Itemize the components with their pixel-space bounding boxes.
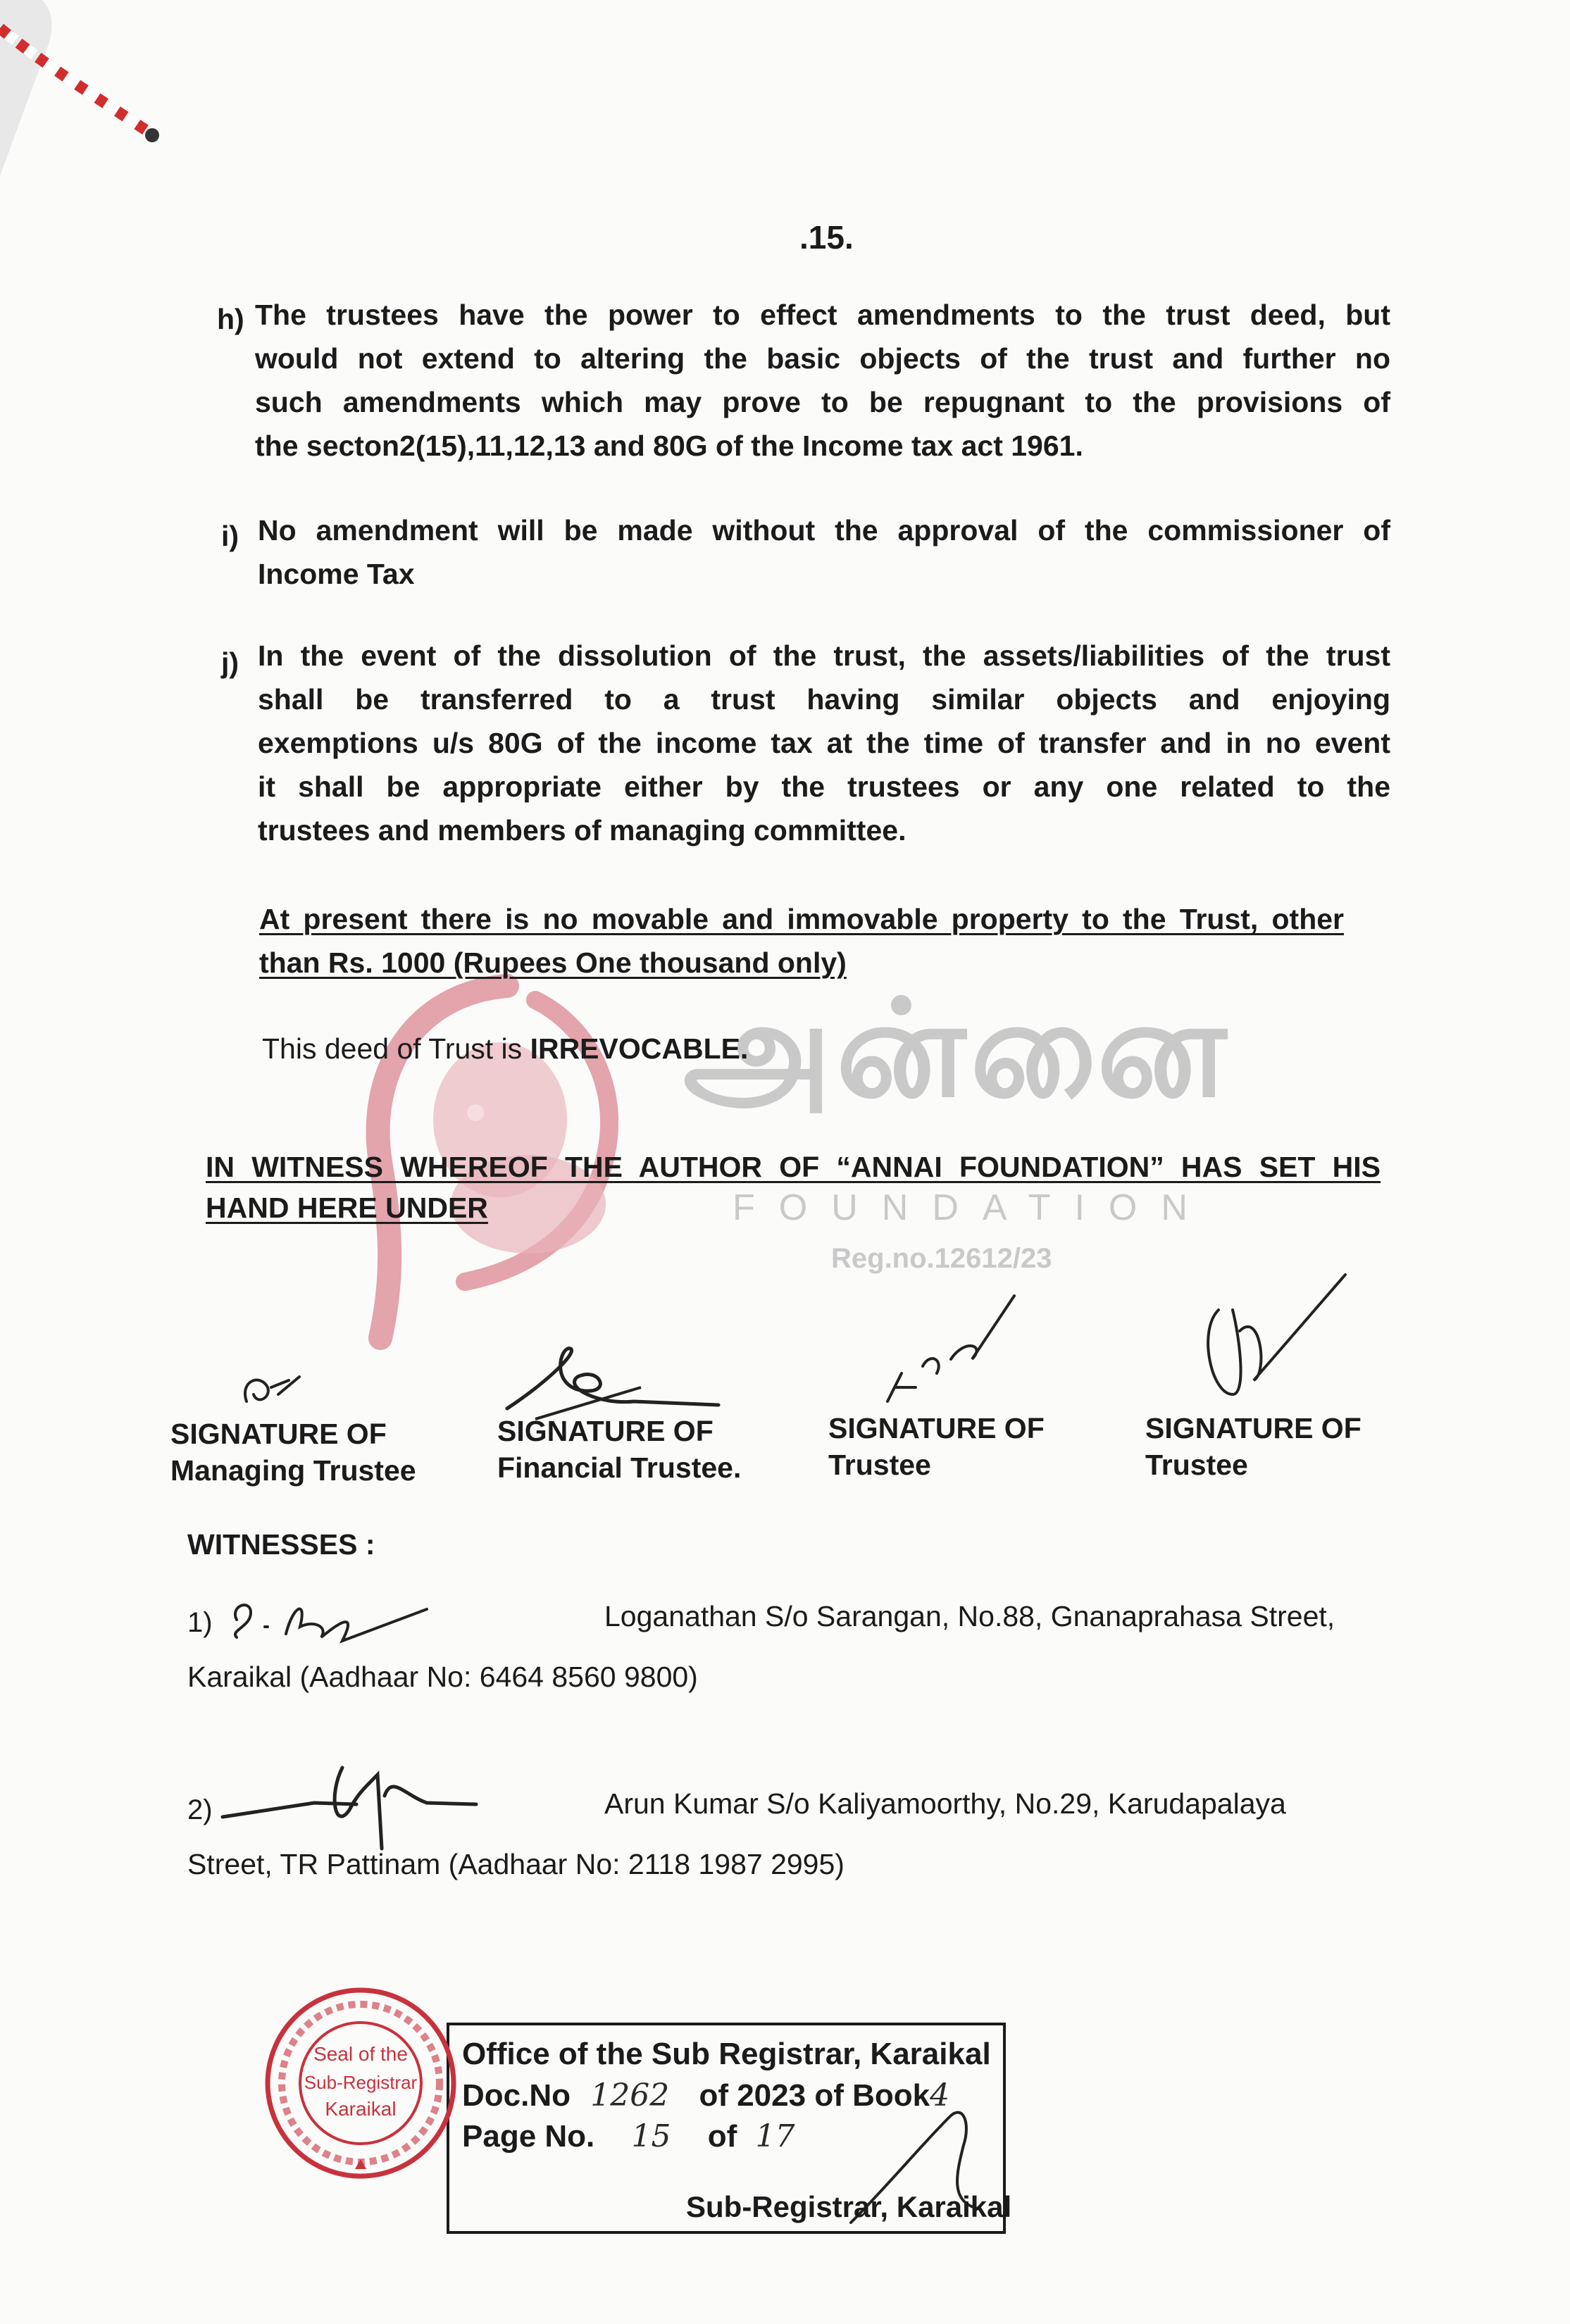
clause-line: the secton2(15),11,12,13 and 80G of the Income tax act 1961. (255, 430, 1083, 462)
registry-doc-number: 1262 (590, 2078, 670, 2113)
witness-clause (206, 1147, 1381, 1228)
signature-label-role: Trustee (1145, 1449, 1248, 1481)
clause-i-marker: i) (221, 520, 239, 552)
registry-page-of: of (707, 2119, 737, 2154)
clause-line: would not extend to altering the basic objects of the trust and further no (255, 342, 1390, 375)
registry-signatory: Sub-Registrar, Karaikal (686, 2190, 1012, 2223)
clause-h-marker: h) (217, 303, 244, 335)
clause-line: Income Tax (258, 558, 415, 590)
watermark-foundation-text: FOUNDATION (733, 1187, 1211, 1228)
binding-thread (0, 0, 183, 176)
trustee-signature-icon (1183, 1268, 1352, 1408)
registry-book-number: 4 (930, 2078, 950, 2113)
signature-financial-trustee (497, 1413, 741, 1486)
seal-text-line: Sub-Registrar (304, 2072, 418, 2093)
clause-line: exemptions u/s 80G of the income tax at the time of transfer and in no event (258, 727, 1390, 759)
property-note-line: than Rs. 1000 (Rupees One thousand only) (259, 947, 847, 979)
witness-2-signature-icon (216, 1725, 497, 1852)
signature-managing-trustee (170, 1416, 416, 1489)
watermark-tamil-name: அன்னை (683, 975, 1231, 1124)
witness-1-marker: 1) (187, 1607, 213, 1638)
signature-label-role: Trustee (828, 1449, 931, 1481)
witness-2-line1: Arun Kumar S/o Kaliyamoorthy, No.29, Karudapalaya (604, 1787, 1286, 1820)
signature-trustee-1 (828, 1410, 1045, 1483)
property-note (259, 897, 1344, 985)
clause-line: In the event of the dissolution of the trust, the assets/liabilities of the trust (258, 639, 1390, 672)
clause-line: such amendments which may prove to be repugnant to the provisions of (255, 386, 1390, 418)
clause-line: trustees and members of managing committee. (258, 814, 907, 846)
witness-clause-line: HAND HERE UNDER (206, 1192, 488, 1224)
registry-doc-label: Doc.No (462, 2078, 571, 2113)
managing-trustee-signature-icon (232, 1366, 324, 1416)
property-note-line: At present there is no movable and immovable property to the Trust, other (259, 903, 1344, 935)
registry-office: Office of the Sub Registrar, Karaikal (462, 2037, 991, 2071)
irrevocable-emphasis: IRREVOCABLE. (530, 1032, 749, 1065)
clause-line: it shall be appropriate either by the trustees or any one related to the (258, 770, 1390, 803)
page-number: .15. (799, 219, 854, 256)
watermark-reg-number: Reg.no.12612/23 (831, 1243, 1052, 1274)
signature-label-line: SIGNATURE OF (170, 1418, 387, 1450)
registry-page-label: Page No. (462, 2119, 595, 2154)
witness-1-line1: Loganathan S/o Sarangan, No.88, Gnanaprahasa Street, (604, 1600, 1335, 1632)
signature-label-line: SIGNATURE OF (497, 1415, 714, 1447)
signature-label-line: SIGNATURE OF (1145, 1412, 1362, 1444)
witness-clause-line: IN WITNESS WHEREOF THE AUTHOR OF “ANNAI FOUNDATION” HAS SET HIS (206, 1151, 1381, 1183)
clause-j-marker: j) (221, 646, 239, 679)
seal-text-line: Karaikal (325, 2098, 397, 2120)
witness-1-signature-icon (223, 1578, 434, 1655)
irrevocable-prefix: This deed of Trust is (262, 1032, 530, 1065)
signature-label-role: Managing Trustee (170, 1454, 416, 1487)
witness-1-line2: Karaikal (Aadhaar No: 6464 8560 9800) (187, 1661, 698, 1693)
clause-line: shall be transferred to a trust having similar objects and enjoying (258, 683, 1390, 716)
trustee-signature-icon (880, 1282, 1021, 1408)
registry-page-line (462, 2118, 795, 2154)
signature-trustee-2 (1145, 1410, 1362, 1483)
registry-page-number: 15 (631, 2118, 671, 2154)
clause-i-text (258, 508, 1390, 596)
witness-2-marker: 2) (187, 1794, 213, 1825)
registry-doc-mid: of 2023 of Book (699, 2078, 930, 2113)
clause-j-text (258, 634, 1390, 852)
signature-label-line: SIGNATURE OF (828, 1412, 1045, 1444)
witness-2-line2: Street, TR Pattinam (Aadhaar No: 2118 1987 2995) (187, 1848, 845, 1880)
seal-text-line: Seal of the (313, 2043, 408, 2065)
sub-registrar-endorsement (447, 2023, 1012, 2234)
clause-line: The trustees have the power to effect amendments to the trust deed, but (255, 299, 1390, 331)
registry-page-total: 17 (755, 2118, 795, 2154)
clause-line: No amendment will be made without the approval of the commissioner of (258, 514, 1390, 546)
signature-label-role: Financial Trustee. (497, 1451, 742, 1484)
irrevocable-statement (262, 1032, 748, 1066)
sub-registrar-seal-icon (262, 1985, 459, 2182)
clause-h-text (255, 293, 1390, 468)
witnesses-heading: WITNESSES : (187, 1528, 375, 1561)
